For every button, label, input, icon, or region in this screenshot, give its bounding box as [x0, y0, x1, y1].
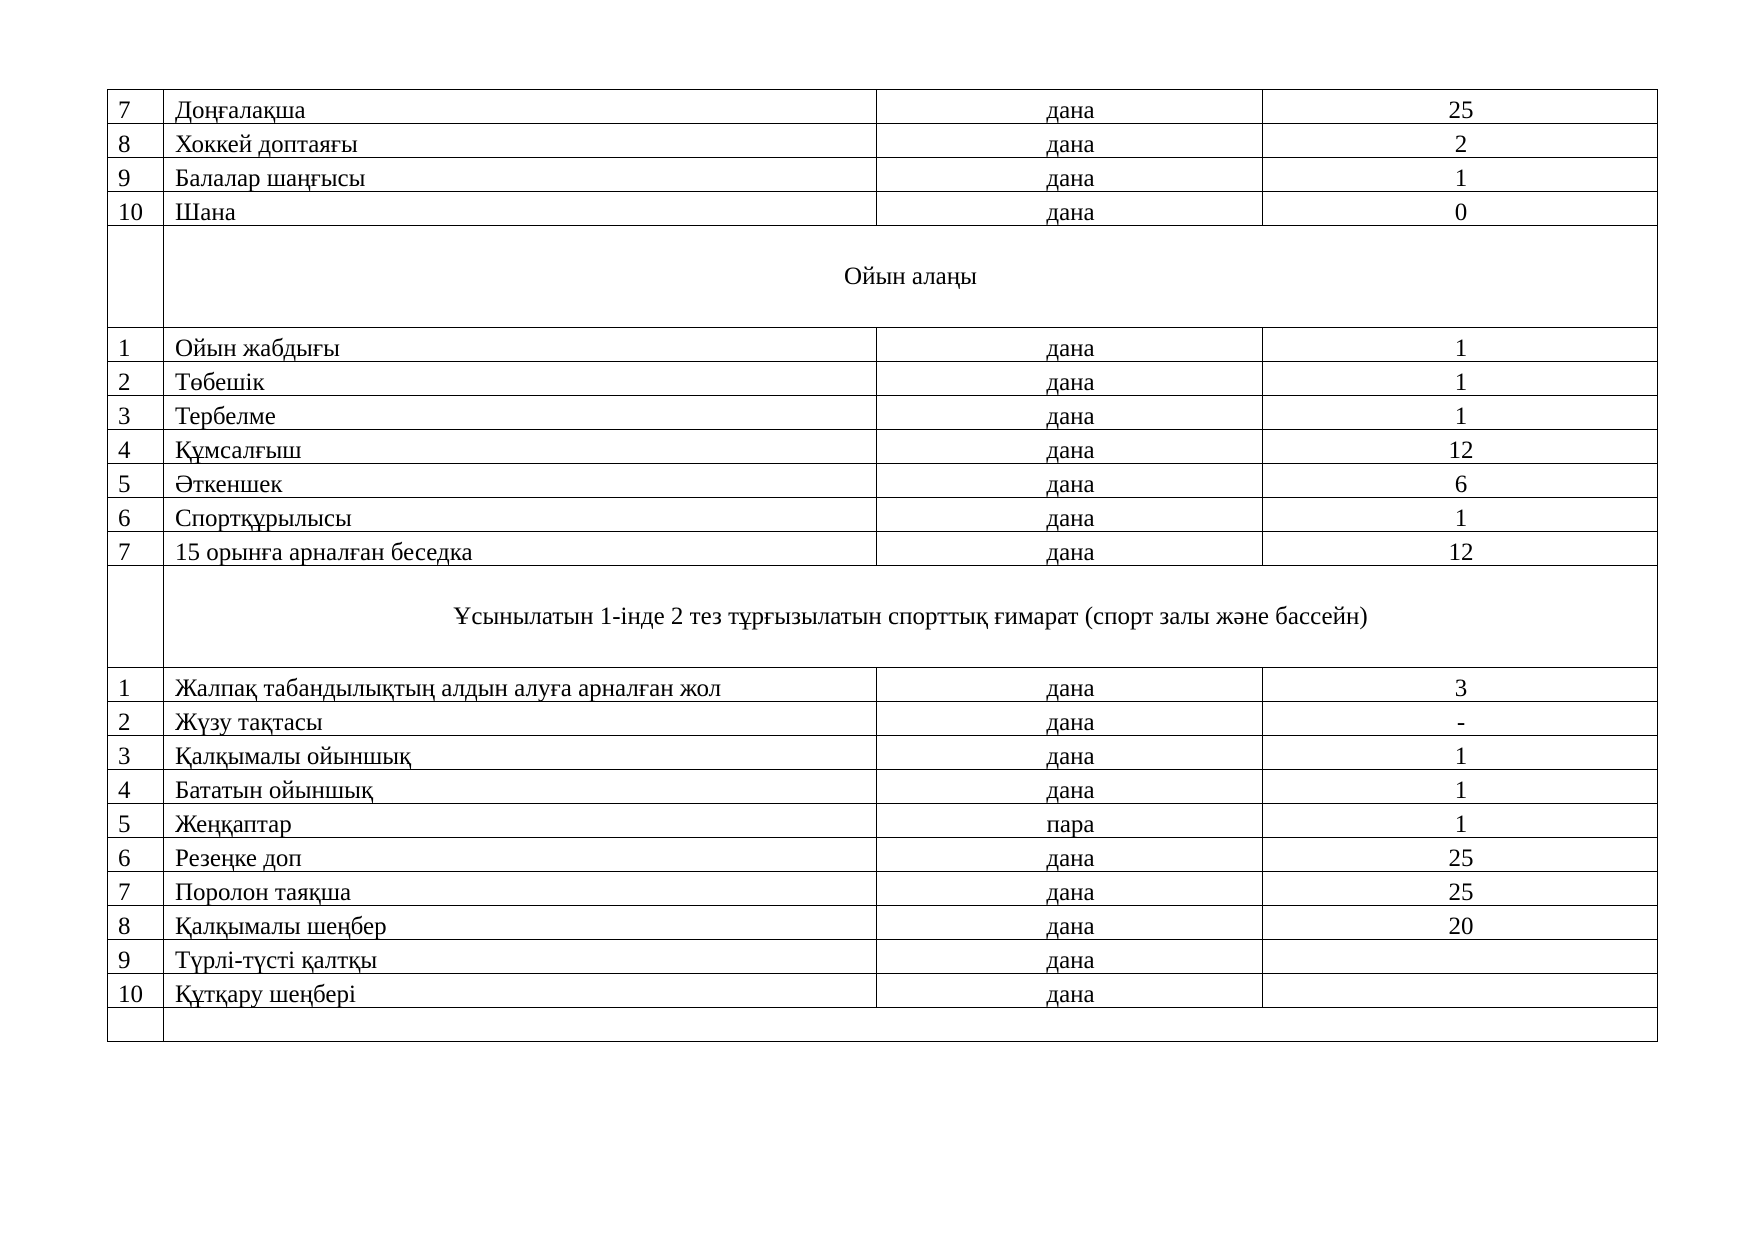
row-number-cell: 3	[108, 736, 164, 770]
item-name-cell: Жүзу тақтасы	[164, 702, 877, 736]
row-number-cell: 10	[108, 192, 164, 226]
unit-cell: дана	[877, 90, 1263, 124]
table-row	[108, 838, 1658, 872]
table-row	[108, 974, 1658, 1008]
empty-content-cell	[164, 1008, 1658, 1042]
quantity-cell: 1	[1263, 804, 1658, 838]
quantity-cell: 0	[1263, 192, 1658, 226]
item-name-cell: Құтқару шеңбері	[164, 974, 877, 1008]
quantity-cell: 1	[1263, 158, 1658, 192]
item-name-cell: Бататын ойыншық	[164, 770, 877, 804]
row-number-cell: 9	[108, 158, 164, 192]
empty-number-cell	[108, 1008, 164, 1042]
table-row	[108, 736, 1658, 770]
row-number-cell: 4	[108, 430, 164, 464]
section-title: Ойын алаңы	[164, 226, 1658, 328]
item-name-cell: Құмсалғыш	[164, 430, 877, 464]
row-number-cell: 2	[108, 362, 164, 396]
row-number-cell: 5	[108, 464, 164, 498]
table-row	[108, 124, 1658, 158]
unit-cell: дана	[877, 328, 1263, 362]
row-number-cell: 3	[108, 396, 164, 430]
quantity-cell: 12	[1263, 430, 1658, 464]
item-name-cell: Спортқұрылысы	[164, 498, 877, 532]
section-header-row	[108, 566, 1658, 668]
row-number-cell: 5	[108, 804, 164, 838]
unit-cell: дана	[877, 464, 1263, 498]
item-name-cell: Жалпақ табандылықтың алдын алуға арналған жол	[164, 668, 877, 702]
quantity-cell: 25	[1263, 872, 1658, 906]
item-name-cell: Әткеншек	[164, 464, 877, 498]
quantity-cell: 3	[1263, 668, 1658, 702]
table-row	[108, 362, 1658, 396]
quantity-cell	[1263, 974, 1658, 1008]
item-name-cell: Түрлі-түсті қалтқы	[164, 940, 877, 974]
quantity-cell: 1	[1263, 396, 1658, 430]
table-row	[108, 906, 1658, 940]
quantity-cell: 6	[1263, 464, 1658, 498]
item-name-cell: Резеңке доп	[164, 838, 877, 872]
item-name-cell: Балалар шаңғысы	[164, 158, 877, 192]
quantity-cell: 20	[1263, 906, 1658, 940]
table-row	[108, 396, 1658, 430]
table-row	[108, 192, 1658, 226]
row-number-cell: 8	[108, 124, 164, 158]
equipment-table	[107, 89, 1658, 1042]
unit-cell: дана	[877, 872, 1263, 906]
row-number-cell: 1	[108, 668, 164, 702]
unit-cell: дана	[877, 668, 1263, 702]
quantity-cell: 1	[1263, 770, 1658, 804]
item-name-cell: 15 орынға арналған беседка	[164, 532, 877, 566]
unit-cell: дана	[877, 396, 1263, 430]
unit-cell: дана	[877, 770, 1263, 804]
item-name-cell: Қалқымалы шеңбер	[164, 906, 877, 940]
table-row	[108, 804, 1658, 838]
equipment-table-body	[108, 90, 1658, 1042]
quantity-cell: 1	[1263, 362, 1658, 396]
quantity-cell	[1263, 940, 1658, 974]
item-name-cell: Шана	[164, 192, 877, 226]
quantity-cell: 1	[1263, 328, 1658, 362]
table-row	[108, 770, 1658, 804]
unit-cell: дана	[877, 498, 1263, 532]
quantity-cell: 12	[1263, 532, 1658, 566]
table-row	[108, 702, 1658, 736]
unit-cell: дана	[877, 974, 1263, 1008]
row-number-cell: 6	[108, 498, 164, 532]
quantity-cell: -	[1263, 702, 1658, 736]
unit-cell: дана	[877, 430, 1263, 464]
section-number-cell	[108, 226, 164, 328]
unit-cell: дана	[877, 532, 1263, 566]
row-number-cell: 9	[108, 940, 164, 974]
quantity-cell: 1	[1263, 498, 1658, 532]
table-row	[108, 872, 1658, 906]
item-name-cell: Ойын жабдығы	[164, 328, 877, 362]
item-name-cell: Доңғалақша	[164, 90, 877, 124]
section-number-cell	[108, 566, 164, 668]
quantity-cell: 25	[1263, 90, 1658, 124]
quantity-cell: 2	[1263, 124, 1658, 158]
unit-cell: дана	[877, 192, 1263, 226]
unit-cell: дана	[877, 702, 1263, 736]
row-number-cell: 4	[108, 770, 164, 804]
unit-cell: дана	[877, 158, 1263, 192]
table-row	[108, 158, 1658, 192]
row-number-cell: 8	[108, 906, 164, 940]
table-row	[108, 90, 1658, 124]
item-name-cell: Қалқымалы ойыншық	[164, 736, 877, 770]
row-number-cell: 2	[108, 702, 164, 736]
item-name-cell: Төбешік	[164, 362, 877, 396]
row-number-cell: 10	[108, 974, 164, 1008]
table-row	[108, 430, 1658, 464]
table-row	[108, 498, 1658, 532]
unit-cell: дана	[877, 736, 1263, 770]
table-row	[108, 668, 1658, 702]
unit-cell: дана	[877, 906, 1263, 940]
section-header-row	[108, 226, 1658, 328]
unit-cell: дана	[877, 362, 1263, 396]
row-number-cell: 1	[108, 328, 164, 362]
row-number-cell: 6	[108, 838, 164, 872]
row-number-cell: 7	[108, 872, 164, 906]
table-row	[108, 464, 1658, 498]
unit-cell: дана	[877, 838, 1263, 872]
quantity-cell: 25	[1263, 838, 1658, 872]
unit-cell: пара	[877, 804, 1263, 838]
unit-cell: дана	[877, 940, 1263, 974]
row-number-cell: 7	[108, 532, 164, 566]
quantity-cell: 1	[1263, 736, 1658, 770]
row-number-cell: 7	[108, 90, 164, 124]
table-row	[108, 940, 1658, 974]
section-title: Ұсынылатын 1-інде 2 тез тұрғызылатын спорттық ғимарат (спорт залы және бассейн)	[164, 566, 1658, 668]
item-name-cell: Тербелме	[164, 396, 877, 430]
item-name-cell: Хоккей доптаяғы	[164, 124, 877, 158]
unit-cell: дана	[877, 124, 1263, 158]
empty-row	[108, 1008, 1658, 1042]
item-name-cell: Жеңқаптар	[164, 804, 877, 838]
item-name-cell: Поролон таяқша	[164, 872, 877, 906]
table-row	[108, 532, 1658, 566]
table-row	[108, 328, 1658, 362]
